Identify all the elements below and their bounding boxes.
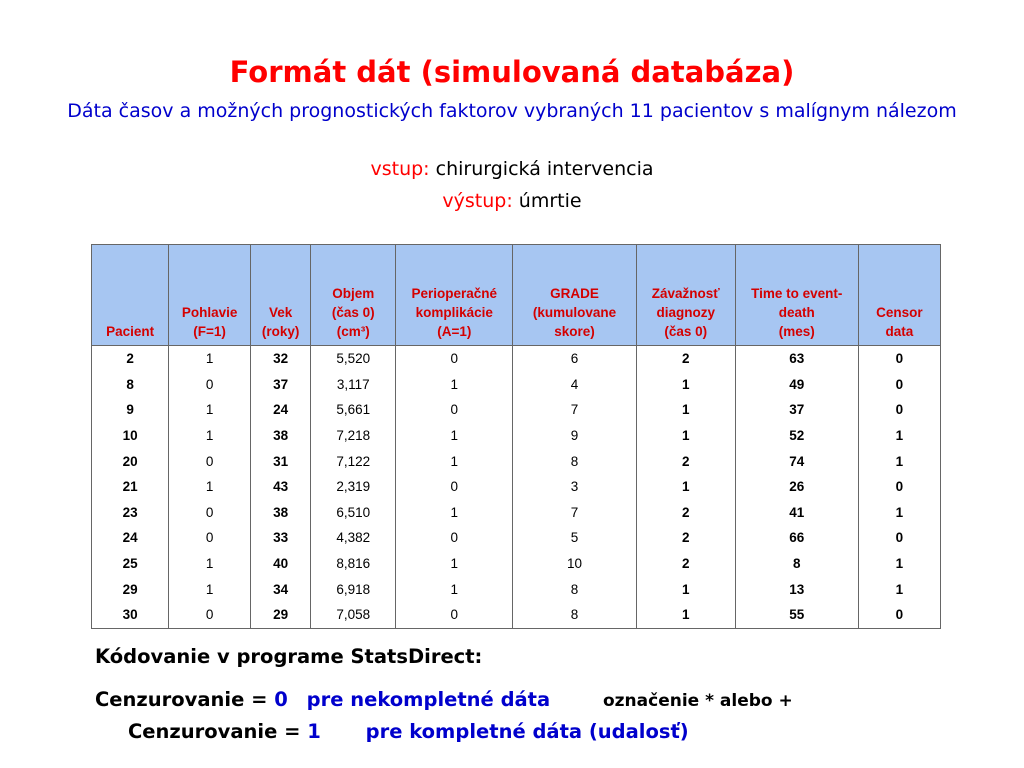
table-cell: 30: [92, 602, 169, 628]
table-cell: 7,122: [311, 448, 396, 474]
table-cell: 2: [92, 346, 169, 372]
patient-data-table: [91, 244, 941, 629]
table-cell: 9: [92, 397, 169, 423]
page-title: Formát dát (simulovaná databáza): [229, 55, 795, 89]
censoring-desc: pre kompletné dáta (udalosť): [365, 720, 689, 743]
table-row: [92, 474, 941, 500]
table-cell: 0: [396, 525, 513, 551]
table-cell: 43: [250, 474, 310, 500]
table-cell: 0: [169, 602, 251, 628]
input-line: [0, 158, 1024, 180]
column-header: Time to event- death (mes): [735, 245, 858, 346]
censoring-note: označenie * alebo +: [602, 691, 793, 711]
table-cell: 29: [250, 602, 310, 628]
table-cell: 13: [735, 576, 858, 602]
table-cell: 74: [735, 448, 858, 474]
table-cell: 38: [250, 423, 310, 449]
table-cell: 0: [396, 397, 513, 423]
table-cell: 1: [858, 423, 940, 449]
column-header: Pacient: [92, 245, 169, 346]
table-cell: 5: [513, 525, 637, 551]
table-cell: 0: [396, 346, 513, 372]
table-row: [92, 576, 941, 602]
column-header: Vek (roky): [250, 245, 310, 346]
table-cell: 26: [735, 474, 858, 500]
table-cell: 9: [513, 423, 637, 449]
table-row: [92, 372, 941, 398]
table-cell: 1: [169, 474, 251, 500]
table-cell: 4: [513, 372, 637, 398]
table-cell: 1: [636, 423, 735, 449]
table-cell: 0: [396, 474, 513, 500]
table-cell: 2: [636, 346, 735, 372]
table-cell: 8: [92, 372, 169, 398]
table-cell: 0: [858, 346, 940, 372]
table-cell: 1: [636, 602, 735, 628]
table-cell: 20: [92, 448, 169, 474]
censoring-key: Cenzurovanie =: [95, 688, 268, 711]
table-cell: 0: [396, 602, 513, 628]
page-subtitle: Dáta časov a možných prognostických faktorov vybraných 11 pacientov s malígnym nálezom: [67, 100, 957, 122]
table-cell: 2: [636, 551, 735, 577]
output-line: [0, 190, 1024, 212]
table-cell: 1: [169, 346, 251, 372]
table-header-row: [92, 245, 941, 346]
table-cell: 1: [396, 500, 513, 526]
table-cell: 1: [169, 423, 251, 449]
table-cell: 2,319: [311, 474, 396, 500]
table-cell: 40: [250, 551, 310, 577]
table-cell: 1: [636, 372, 735, 398]
table-row: [92, 448, 941, 474]
table-cell: 5,520: [311, 346, 396, 372]
table-cell: 1: [396, 448, 513, 474]
table-cell: 0: [858, 525, 940, 551]
table-cell: 8: [513, 602, 637, 628]
table-cell: 2: [636, 448, 735, 474]
table-cell: 1: [858, 448, 940, 474]
table-cell: 0: [858, 602, 940, 628]
censoring-line-1: [128, 720, 689, 743]
table-cell: 41: [735, 500, 858, 526]
table-cell: 23: [92, 500, 169, 526]
table-cell: 21: [92, 474, 169, 500]
table-cell: 66: [735, 525, 858, 551]
table-cell: 0: [169, 525, 251, 551]
table-cell: 0: [169, 448, 251, 474]
table-cell: 31: [250, 448, 310, 474]
output-value: úmrtie: [518, 190, 582, 212]
coding-heading: Kódovanie v programe StatsDirect:: [95, 645, 483, 668]
table-cell: 32: [250, 346, 310, 372]
table-cell: 1: [636, 474, 735, 500]
table-cell: 5,661: [311, 397, 396, 423]
table-cell: 10: [513, 551, 637, 577]
table-cell: 6,918: [311, 576, 396, 602]
table-row: [92, 551, 941, 577]
column-header: GRADE (kumulovane skore): [513, 245, 637, 346]
table-row: [92, 602, 941, 628]
table-cell: 0: [858, 474, 940, 500]
censoring-key: Cenzurovanie =: [128, 720, 301, 743]
table-cell: 33: [250, 525, 310, 551]
table-cell: 1: [396, 551, 513, 577]
table-cell: 1: [396, 423, 513, 449]
table-cell: 1: [636, 397, 735, 423]
table-cell: 0: [169, 372, 251, 398]
table-cell: 8: [513, 576, 637, 602]
column-header: Objem (čas 0) (cm³): [311, 245, 396, 346]
table-cell: 7: [513, 500, 637, 526]
table-cell: 63: [735, 346, 858, 372]
input-value: chirurgická intervencia: [435, 158, 654, 180]
table-body: [92, 346, 941, 629]
table-cell: 0: [169, 500, 251, 526]
table-cell: 52: [735, 423, 858, 449]
table-row: [92, 346, 941, 372]
table-row: [92, 525, 941, 551]
table-row: [92, 500, 941, 526]
table-cell: 6: [513, 346, 637, 372]
table-cell: 1: [636, 576, 735, 602]
table-cell: 7: [513, 397, 637, 423]
censoring-line-0: [95, 688, 793, 711]
table-cell: 10: [92, 423, 169, 449]
table-cell: 1: [396, 576, 513, 602]
table-cell: 1: [396, 372, 513, 398]
output-label: výstup:: [442, 190, 513, 212]
table-cell: 25: [92, 551, 169, 577]
table-cell: 7,218: [311, 423, 396, 449]
table-cell: 8,816: [311, 551, 396, 577]
table-cell: 55: [735, 602, 858, 628]
table-cell: 34: [250, 576, 310, 602]
table-cell: 7,058: [311, 602, 396, 628]
table-cell: 3,117: [311, 372, 396, 398]
table-cell: 3: [513, 474, 637, 500]
censoring-value: 1: [307, 720, 321, 743]
column-header: Pohlavie (F=1): [169, 245, 251, 346]
table-cell: 4,382: [311, 525, 396, 551]
table-cell: 8: [735, 551, 858, 577]
table-cell: 24: [92, 525, 169, 551]
table-cell: 37: [250, 372, 310, 398]
table-row: [92, 397, 941, 423]
table-cell: 1: [858, 576, 940, 602]
table-cell: 2: [636, 525, 735, 551]
table-cell: 49: [735, 372, 858, 398]
table-cell: 37: [735, 397, 858, 423]
table-cell: 1: [858, 551, 940, 577]
table-cell: 0: [858, 397, 940, 423]
column-header: Závažnosť diagnozy (čas 0): [636, 245, 735, 346]
censoring-desc: pre nekompletné dáta: [306, 688, 551, 711]
table-cell: 24: [250, 397, 310, 423]
table-cell: 1: [169, 397, 251, 423]
table-cell: 0: [858, 372, 940, 398]
table-cell: 29: [92, 576, 169, 602]
table-cell: 1: [169, 551, 251, 577]
table-cell: 2: [636, 500, 735, 526]
table-row: [92, 423, 941, 449]
column-header: Censor data: [858, 245, 940, 346]
censoring-value: 0: [274, 688, 288, 711]
input-label: vstup:: [370, 158, 430, 180]
column-header: Perioperačné komplikácie (A=1): [396, 245, 513, 346]
table-cell: 1: [858, 500, 940, 526]
table-cell: 6,510: [311, 500, 396, 526]
table-cell: 8: [513, 448, 637, 474]
table-cell: 1: [169, 576, 251, 602]
table-cell: 38: [250, 500, 310, 526]
